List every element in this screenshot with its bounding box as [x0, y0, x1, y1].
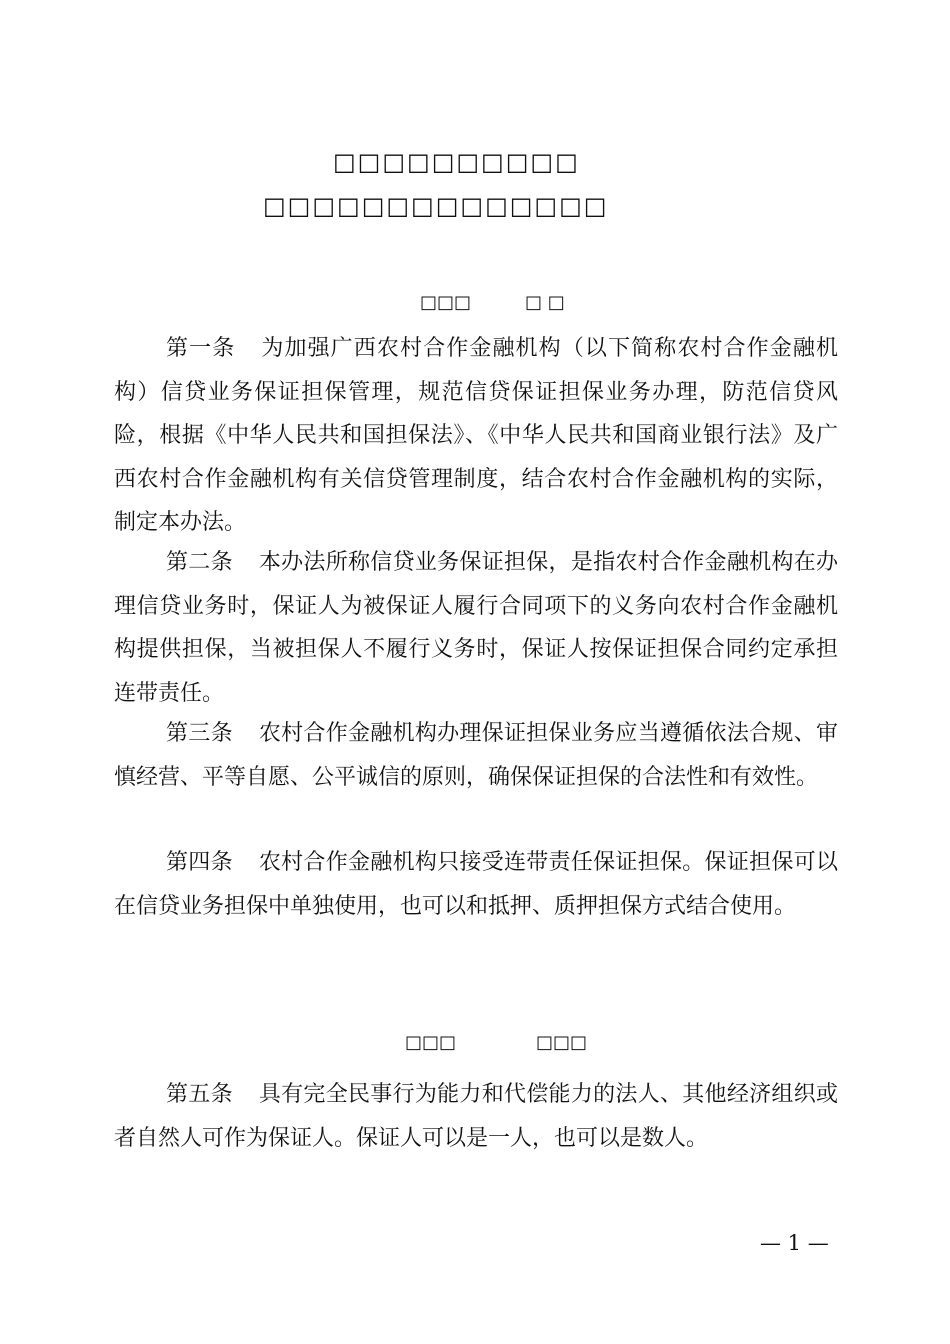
- article-5: [114, 1073, 838, 1160]
- article-text: 农村合作金融机构只接受连带责任保证担保。保证担保可以在信贷业务担保中单独使用，也可以和抵押、质押担保方式结合使用。: [114, 850, 838, 919]
- article-text: 具有完全民事行为能力和代偿能力的法人、其他经济组织或者自然人可作为保证人。保证人可以是一人，也可以是数人。: [114, 1082, 838, 1151]
- chapter-heading-1: [420, 292, 565, 313]
- article-4: [114, 841, 838, 928]
- article-label: 第四条: [166, 850, 233, 875]
- chapter-heading-2: [405, 1032, 587, 1053]
- article-text: 农村合作金融机构办理保证担保业务应当遵循依法合规、审慎经营、平等自愿、公平诚信的原则，确保保证担保的合法性和有效性。: [114, 721, 838, 790]
- page-number: — 1 —: [760, 1231, 829, 1255]
- article-label: 第二条: [166, 550, 233, 575]
- article-text: 为加强广西农村合作金融机构（以下简称农村合作金融机构）信贷业务保证担保管理，规范信贷保证担保业务办理，防范信贷风险，根据《中华人民共和国担保法》、《中华人民共和国商业银行法》及广西农村合作金融机构有关信贷管理制度，结合农村合作金融机构的实际，制定本办法。: [114, 336, 838, 535]
- article-text: 本办法所称信贷业务保证担保，是指农村合作金融机构在办理信贷业务时，保证人为被保证人履行合同项下的义务向农村合作金融机构提供担保，当被担保人不履行义务时，保证人按保证担保合同约定承担连带责任。: [114, 550, 838, 706]
- chapter-number: □□□: [405, 1032, 457, 1053]
- chapter-name: □ □: [525, 292, 565, 313]
- article-label: 第五条: [166, 1082, 233, 1107]
- document-title-line-2: □□□□□□□□□□□□□□: [263, 192, 609, 220]
- document-title-line-1: □□□□□□□□□□: [333, 148, 580, 176]
- article-2: [114, 541, 838, 715]
- chapter-number: □□□: [420, 292, 472, 313]
- article-label: 第三条: [166, 721, 233, 746]
- chapter-name: □□□: [536, 1032, 588, 1053]
- article-label: 第一条: [166, 336, 236, 361]
- article-3: [114, 712, 838, 799]
- article-1: [114, 327, 838, 545]
